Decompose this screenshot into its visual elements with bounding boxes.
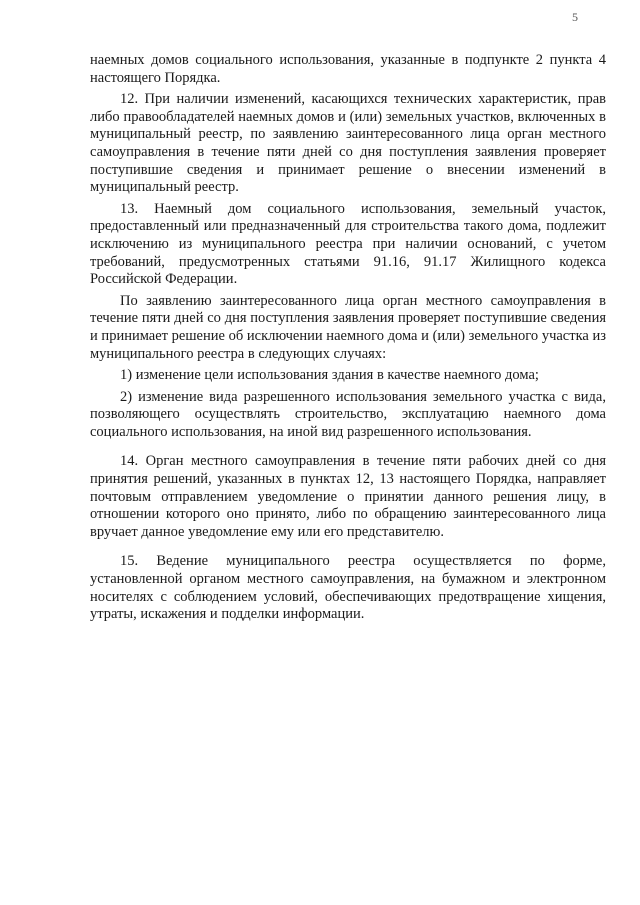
paragraph-case-2: 2) изменение вида разрешенного использования земельного участка с вида, позволяющего осуществлять строительство, эксплуатацию наемного дома социального использования, на иной вид разрешенного использования. <box>90 388 606 440</box>
paragraph-item-15: 15. Ведение муниципального реестра осуществляется по форме, установленной органом местного самоуправления, на бумажном и электронном носителях с соблюдением условий, обеспечивающих предотвращение хищения, утраты, искажения и подделки информации. <box>90 553 606 623</box>
paragraph-continuation: наемных домов социального использования, указанные в подпункте 2 пункта 4 настоящего Порядка. <box>90 52 606 86</box>
paragraph-item-14: 14. Орган местного самоуправления в течение пяти рабочих дней со дня принятия решений, указанных в пунктах 12, 13 настоящего Порядка, направляет почтовым отправлением уведомление о принятии данного решения лицу, в отношении которого оно принято, либо по обращению заинтересованного лица вручает данное уведомление ему или его представителю. <box>90 453 606 540</box>
paragraph-case-1: 1) изменение цели использования здания в качестве наемного дома; <box>120 367 539 384</box>
paragraph-item-13: 13. Наемный дом социального использования, земельный участок, предоставленный или предназначенный для строительства такого дома, подлежит исключению из муниципального реестра при наличии оснований, с учетом требований, предусмотренных статьями 91.16, 91.17 Жилищного кодекса Российской Федерации. <box>90 200 606 288</box>
document-body <box>90 52 606 628</box>
page-number: 5 <box>572 10 578 24</box>
paragraph-exclusion-cases: По заявлению заинтересованного лица орган местного самоуправления в течение пяти дней со дня поступления заявления проверяет поступившие сведения и принимает решение об исключении наемного дома и (или) земельного участка из муниципального реестра в следующих случаях: <box>90 292 606 362</box>
paragraph-item-12: 12. При наличии изменений, касающихся технических характеристик, прав либо правообладателей наемных домов и (или) земельных участков, включенных в муниципальный реестр, по заявлению заинтересованного лица орган местного самоуправления в течение пяти дней со дня поступления заявления проверяет поступившие сведения и принимает решение о внесении изменений в муниципальный реестр. <box>90 91 606 196</box>
